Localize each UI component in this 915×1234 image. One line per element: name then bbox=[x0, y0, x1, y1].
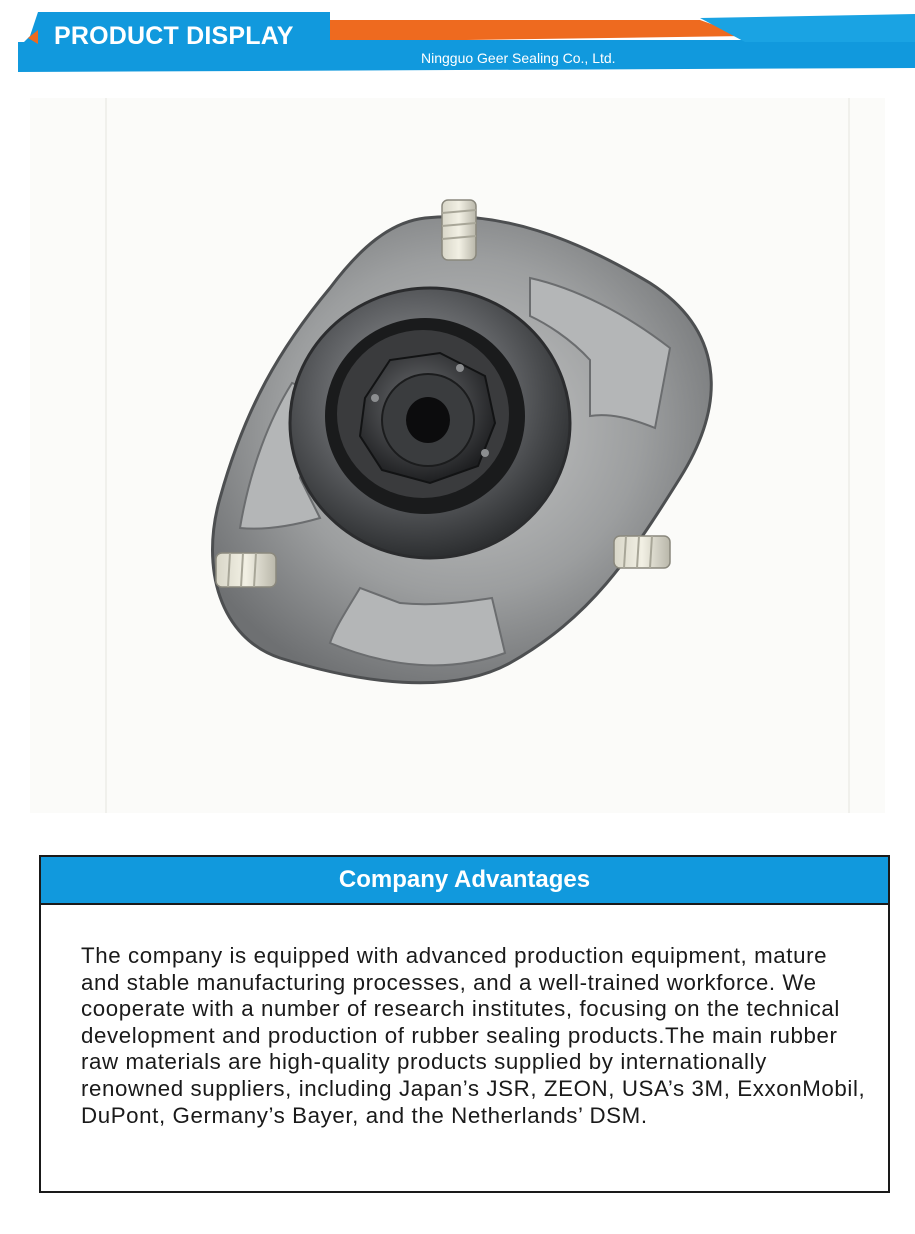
stud-left bbox=[216, 553, 276, 587]
stud-top bbox=[442, 200, 476, 260]
header-banner bbox=[0, 0, 915, 80]
company-name: Ningguo Geer Sealing Co., Ltd. bbox=[421, 50, 616, 66]
company-advantages-box bbox=[39, 855, 890, 1193]
banner-title: PRODUCT DISPLAY bbox=[54, 22, 294, 50]
strut-mount-image bbox=[30, 98, 885, 813]
advantages-body: The company is equipped with advanced production equipment, mature and stable manufacturing processes, and a well-trained workforce. We cooperate with a number of research institutes, focusing on the technical development and production of rubber sealing products.The main rubber raw materials are high-quality products supplied by internationally renowned suppliers, including Japan’s JSR, ZEON, USA’s 3M, ExxonMobil, DuPont, Germany’s Bayer, and the Netherlands’ DSM. bbox=[81, 943, 866, 1128]
product-photo bbox=[30, 98, 885, 813]
advantages-heading: Company Advantages bbox=[41, 857, 888, 905]
stud-right bbox=[614, 536, 670, 568]
